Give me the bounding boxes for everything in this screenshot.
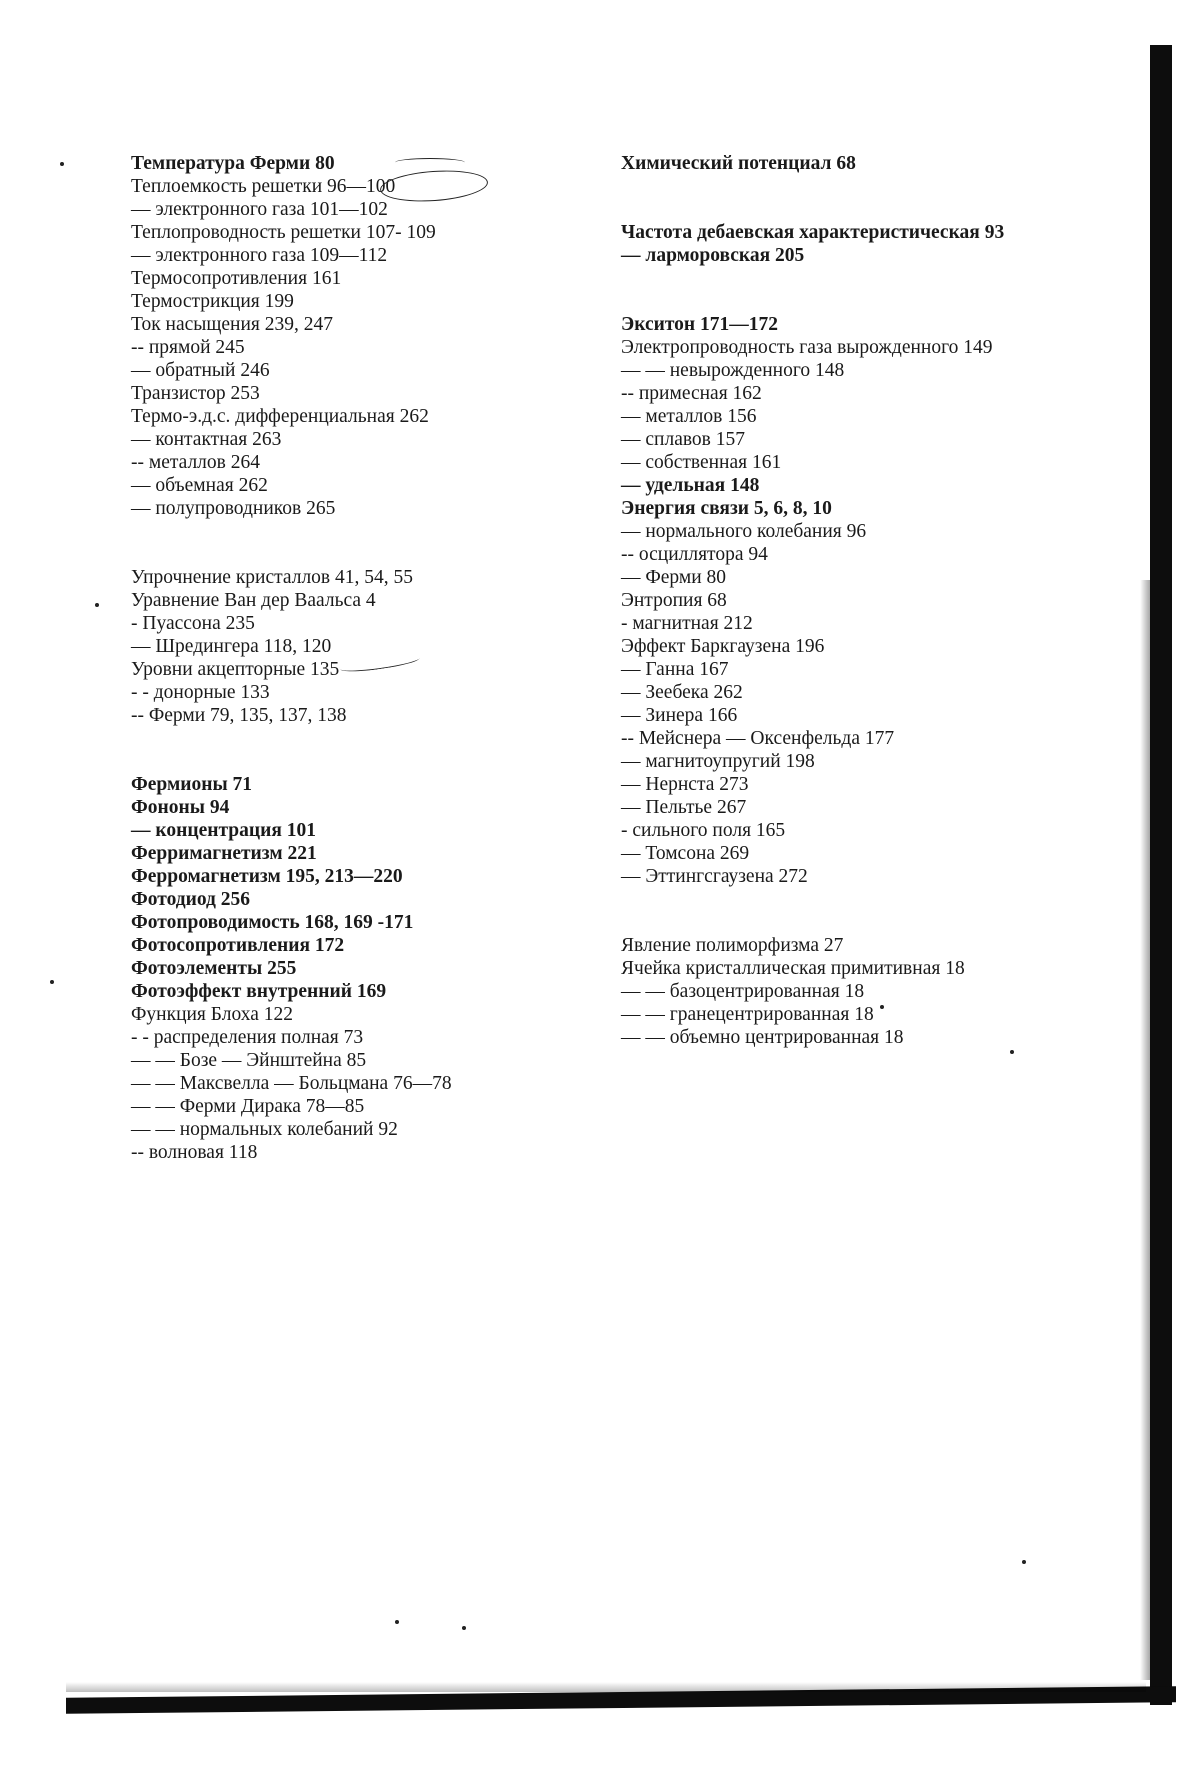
index-entry: — Зинера 166 (621, 705, 738, 726)
index-entry: Энергия связи 5, 6, 8, 10 (621, 498, 832, 519)
index-entry: - Пуассона 235 (131, 613, 255, 634)
index-entry: - - донорные 133 (131, 682, 270, 703)
index-entry: Ферримагнетизм 221 (131, 843, 317, 864)
index-entry: — — Бозе — Эйнштейна 85 (131, 1050, 367, 1071)
index-entry: — Эттингсгаузена 272 (621, 866, 808, 887)
index-entry: — — гранецентрированная 18 (621, 1004, 874, 1025)
index-entry: Экситон 171—172 (621, 314, 779, 335)
handwritten-arrow-mark (395, 158, 465, 167)
index-entry: — — невырожденного 148 (621, 360, 845, 381)
index-entry: Фононы 94 (131, 797, 230, 818)
index-entry: — магнитоупругий 198 (621, 751, 815, 772)
scan-speck (95, 603, 99, 607)
index-entry: -- Мейснера — Оксенфельда 177 (621, 728, 895, 749)
index-entry: Уровни акцепторные 135 (131, 659, 340, 680)
index-entry: — концентрация 101 (131, 820, 317, 841)
index-entry: -- прямой 245 (131, 337, 245, 358)
index-entry: — Шредингера 118, 120 (131, 636, 332, 657)
index-entry: — собственная 161 (621, 452, 782, 473)
index-column-left (131, 152, 551, 1164)
scan-speck (462, 1626, 466, 1630)
index-entry: — контактная 263 (131, 429, 282, 450)
index-entry: Эффект Баркгаузена 196 (621, 636, 825, 657)
index-section-e (621, 313, 1041, 888)
scan-speck (880, 1005, 884, 1009)
index-entry: Ячейка кристаллическая примитивная 18 (621, 958, 965, 979)
index-entry: Фотодиод 256 (131, 889, 251, 910)
index-section-f (131, 773, 551, 1164)
index-entry: Температура Ферми 80 (131, 153, 335, 174)
index-section-ya (621, 934, 1041, 1049)
index-entry: — ларморовская 205 (621, 245, 805, 266)
index-entry: Электропроводность газа вырожденного 149 (621, 337, 993, 358)
index-section-ch (621, 221, 1041, 267)
index-entry: Фотоэффект внутренний 169 (131, 981, 387, 1002)
index-entry: - магнитная 212 (621, 613, 753, 634)
scan-edge-right (1150, 45, 1172, 1705)
index-entry: — Зеебека 262 (621, 682, 743, 703)
index-entry: — сплавов 157 (621, 429, 746, 450)
index-entry: — Ферми 80 (621, 567, 727, 588)
scan-edge-bottom-shadow (66, 1682, 1146, 1692)
index-entry: Транзистор 253 (131, 383, 260, 404)
index-entry: — — нормальных колебаний 92 (131, 1119, 398, 1140)
index-entry: - - распределения полная 73 (131, 1027, 364, 1048)
index-entry: Фотоэлементы 255 (131, 958, 297, 979)
index-entry: Химический потенциал 68 (621, 153, 856, 174)
scan-speck (1010, 1050, 1014, 1054)
index-entry: Частота дебаевская характеристическая 93 (621, 222, 1005, 243)
index-entry: Функция Блоха 122 (131, 1004, 293, 1025)
index-entry: — Пельтье 267 (621, 797, 747, 818)
index-entry: Энтропия 68 (621, 590, 727, 611)
index-entry: Явление полиморфизма 27 (621, 935, 844, 956)
index-entry: — Нернста 273 (621, 774, 749, 795)
index-entry: — Ганна 167 (621, 659, 729, 680)
index-entry: — объемная 262 (131, 475, 268, 496)
index-entry: - сильного поля 165 (621, 820, 786, 841)
index-entry: -- волновая 118 (131, 1142, 258, 1163)
index-entry: -- осциллятора 94 (621, 544, 768, 565)
index-entry: — электронного газа 109—112 (131, 245, 388, 266)
index-section-u (131, 566, 551, 727)
index-entry: Уравнение Ван дер Ваальса 4 (131, 590, 376, 611)
scan-speck (395, 1620, 399, 1624)
index-entry: Фотопроводимость 168, 169 -171 (131, 912, 414, 933)
index-entry: Термо-э.д.с. дифференциальная 262 (131, 406, 429, 427)
index-entry: — — базоцентрированная 18 (621, 981, 865, 1002)
index-entry: Ток насыщения 239, 247 (131, 314, 334, 335)
index-entry: Теплоемкость решетки 96—100 (131, 176, 396, 197)
index-entry: -- Ферми 79, 135, 137, 138 (131, 705, 347, 726)
index-entry: Фотосопротивления 172 (131, 935, 345, 956)
scan-speck (60, 162, 64, 166)
index-entry: — Томсона 269 (621, 843, 750, 864)
index-entry: — полупроводников 265 (131, 498, 336, 519)
scan-edge-right-shadow (1140, 580, 1150, 1680)
index-entry: — металлов 156 (621, 406, 757, 427)
scan-speck (1022, 1560, 1026, 1564)
index-entry: — обратный 246 (131, 360, 270, 381)
index-column-right (621, 152, 1041, 1049)
scan-speck (50, 980, 54, 984)
index-entry: — нормального колебания 96 (621, 521, 867, 542)
index-entry: Фермионы 71 (131, 774, 253, 795)
index-entry: — удельная 148 (621, 475, 760, 496)
index-entry: -- примесная 162 (621, 383, 762, 404)
index-section-t (131, 152, 551, 520)
index-entry: Ферромагнетизм 195, 213—220 (131, 866, 403, 887)
index-entry: — — объемно центрированная 18 (621, 1027, 904, 1048)
index-entry: -- металлов 264 (131, 452, 260, 473)
index-entry: — — Максвелла — Больцмана 76—78 (131, 1073, 452, 1094)
index-section-kh (621, 152, 1041, 175)
index-entry: Упрочнение кристаллов 41, 54, 55 (131, 567, 414, 588)
index-entry: Термосопротивления 161 (131, 268, 342, 289)
index-entry: Термострикция 199 (131, 291, 294, 312)
index-entry: Теплопроводность решетки 107- 109 (131, 222, 436, 243)
index-entry: — — Ферми Дирака 78—85 (131, 1096, 365, 1117)
index-entry: — электронного газа 101—102 (131, 199, 388, 220)
